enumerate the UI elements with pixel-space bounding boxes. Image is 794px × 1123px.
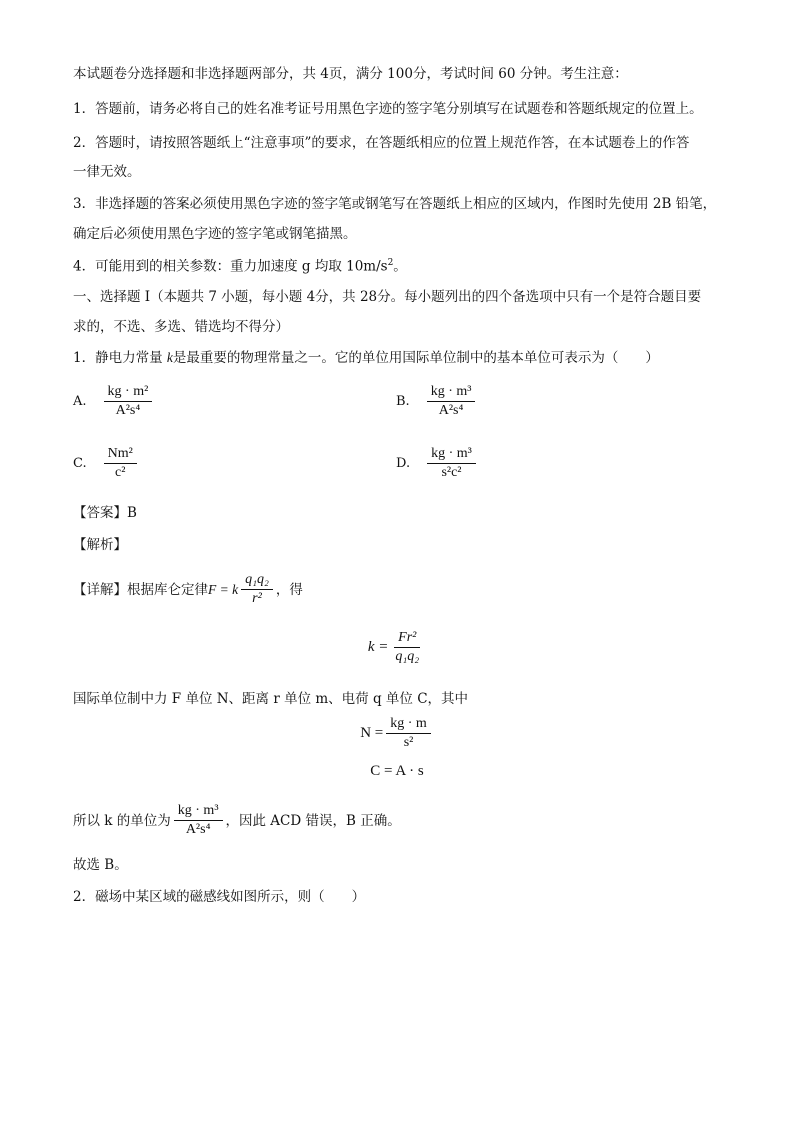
conclusion-line: 所以 k 的单位为 $\frac{\text{kg · m³}}{\text{A²s⁴}}$ ，因此 ACD 错误，B 正确。 (73, 803, 401, 838)
section-heading-a: 一、选择题 I（本题共 7 小题，每小题 4分，共 28分。每小题列出的四个备选项中只有一个是符合题目要 (73, 289, 702, 305)
option-c: C. $\frac{\text{Nm²}}{\text{c²}}$ (73, 446, 140, 481)
option-a-fraction: $\frac{\text{kg · m²}}{\text{A²s⁴}}$ (104, 384, 153, 419)
equation-newton: N = $\frac{kg \cdot m}{\text{s²}}$ (0, 716, 794, 751)
option-b-fraction: $\frac{\text{kg · m³}}{\text{A²s⁴}}$ (427, 384, 476, 419)
option-b: B. $\frac{\text{kg · m³}}{\text{A²s⁴}}$ (396, 384, 478, 419)
question-1-stem: 1．静电力常量 k是最重要的物理常量之一。它的单位用国际单位制中的基本单位可表示为（ ） (73, 350, 659, 366)
intro-line-4: 4．可能用到的相关参数：重力加速度 g 均取 $10m/s^2$。 (73, 258, 407, 275)
equation-newton-fraction: $\frac{kg \cdot m}{\text{s²}}$ (386, 716, 431, 751)
analysis-label: 【解析】 (73, 537, 127, 553)
option-d-fraction: $\frac{\text{kg · m³}}{\text{s²c²}}$ (427, 446, 476, 481)
detail-line: 【详解】根据库仑定律 F = k $\frac{\text{q₁q₂}}{\text{r²}}$ ，得 (73, 572, 303, 607)
intro-line-0: 本试题卷分选择题和非选择题两部分，共 4页，满分 100分，考试时间 60 分钟。考生注意： (73, 66, 628, 82)
option-d: D. $\frac{\text{kg · m³}}{\text{s²c²}}$ (396, 446, 479, 481)
question-2-stem: 2．磁场中某区域的磁感线如图所示，则（ ） (73, 889, 366, 905)
intro-line-3a: 3．非选择题的答案必须使用黑色字迹的签字笔或钢笔写在答题纸上相应的区域内，作图时先使用 2B 铅笔， (73, 196, 717, 212)
option-c-fraction: $\frac{\text{Nm²}}{\text{c²}}$ (104, 446, 137, 481)
intro-line-1: 1．答题前，请务必将自己的姓名准考证号用黑色字迹的签字笔分别填写在试题卷和答题纸规定的位置上。 (73, 101, 703, 117)
equation-k: k = $\frac{\text{Fr²}}{\text{q₁q₂}}$ (0, 630, 794, 665)
si-units-line: 国际单位制中力 F 单位 N、距离 r 单位 m、电荷 q 单位 C，其中 (73, 691, 469, 707)
choose-line: 故选 B。 (73, 857, 128, 873)
section-heading-b: 求的，不选、多选、错选均不得分） (73, 319, 289, 335)
intro-line-3b: 确定后必须使用黑色字迹的签字笔或钢笔描黑。 (73, 226, 357, 242)
coulomb-fraction: $\frac{\text{q₁q₂}}{\text{r²}}$ (241, 572, 273, 607)
conclusion-fraction: $\frac{\text{kg · m³}}{\text{A²s⁴}}$ (174, 803, 223, 838)
equation-k-fraction: $\frac{\text{Fr²}}{\text{q₁q₂}}$ (395, 630, 420, 665)
answer-label: 【答案】B (73, 505, 137, 521)
intro-line-2b: 一律无效。 (73, 164, 141, 180)
option-a: A. $\frac{\text{kg · m²}}{\text{A²s⁴}}$ (73, 384, 155, 419)
equation-coulomb: C = A · s (370, 763, 424, 779)
intro-line-2a: 2．答题时，请按照答题纸上“注意事项”的要求，在答题纸相应的位置上规范作答，在本试题卷上的作答 (73, 135, 690, 151)
